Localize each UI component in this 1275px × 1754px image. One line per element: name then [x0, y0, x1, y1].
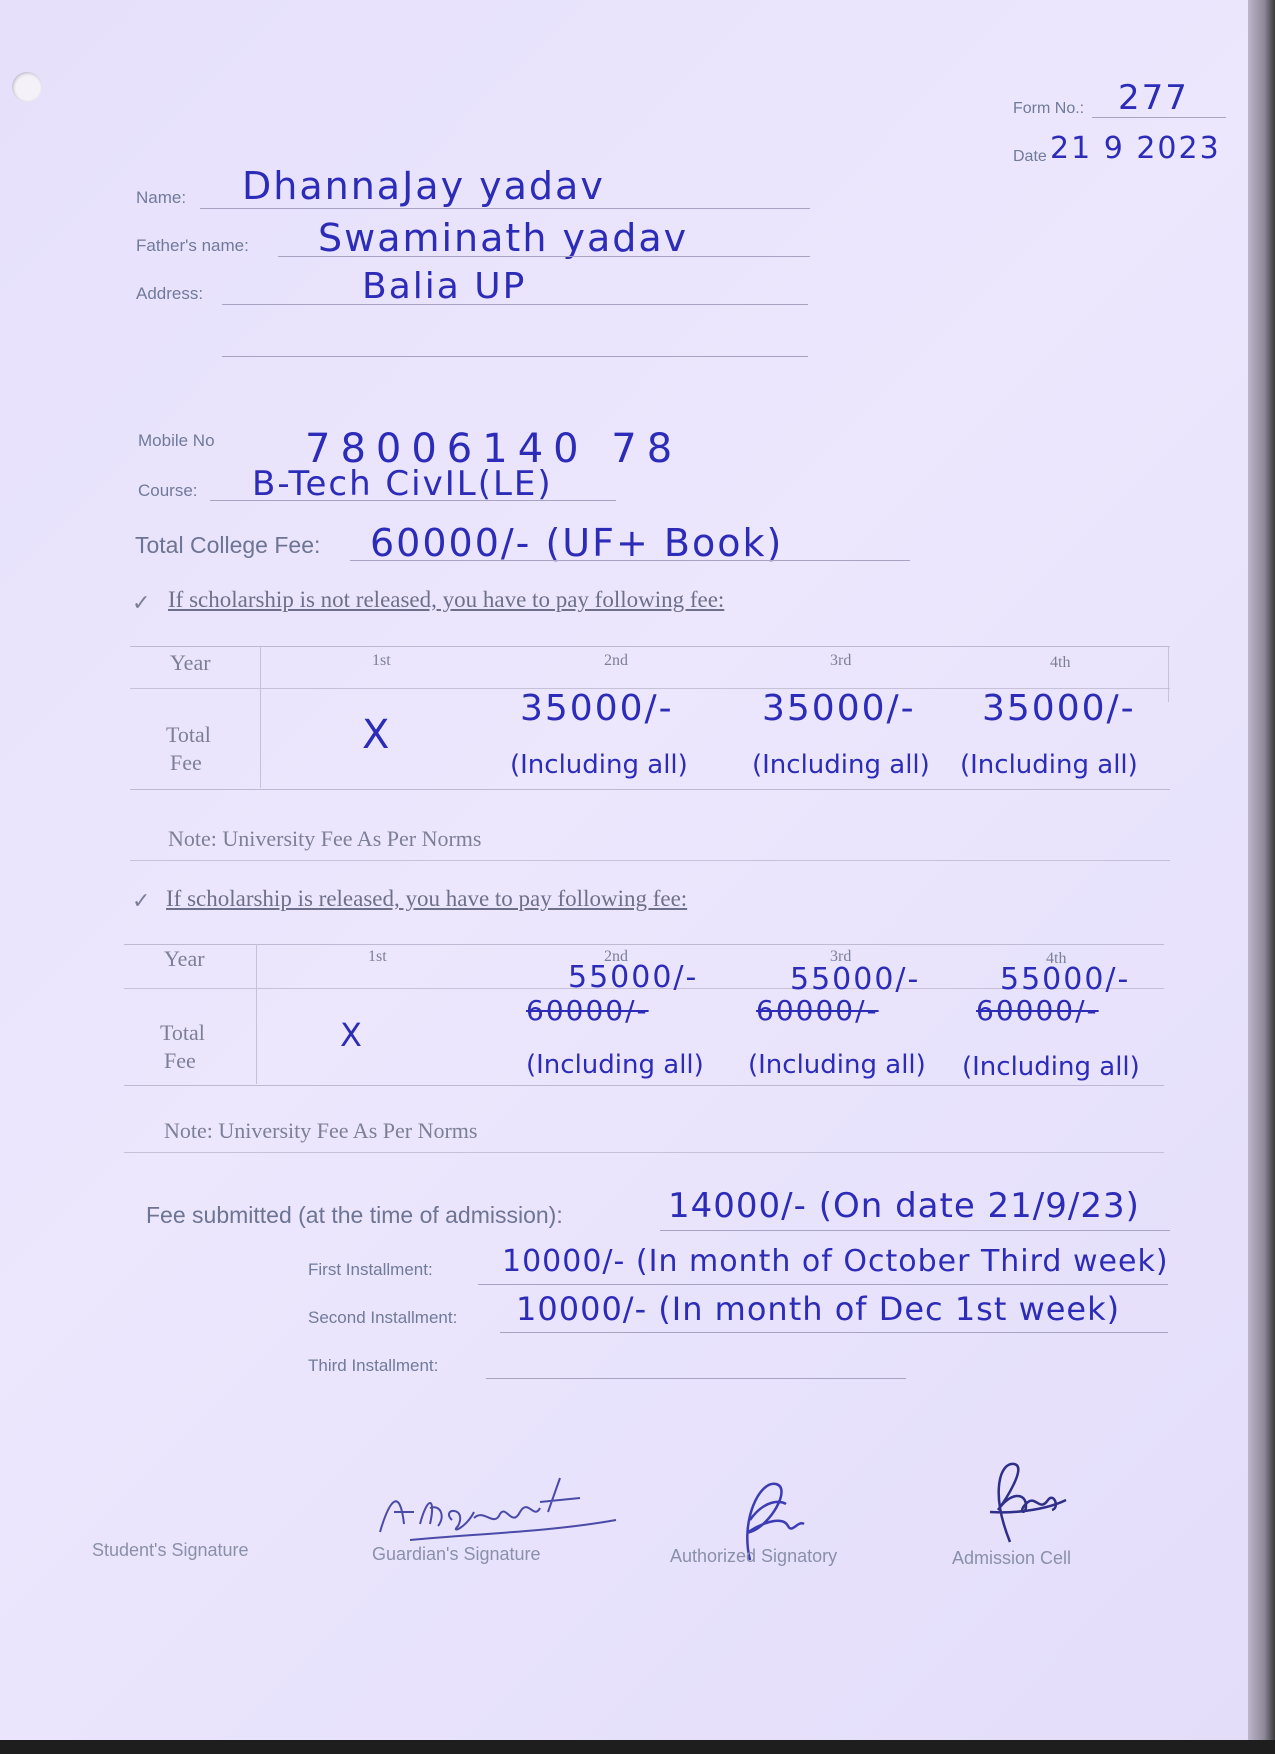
third-installment-line [486, 1378, 906, 1379]
year-label: Year [164, 946, 205, 971]
fee-submitted-label: Fee submitted (at the time of admission): [146, 1202, 563, 1228]
course-label: Course: [138, 481, 198, 500]
course-value: B-Tech CivIL(LE) [252, 464, 553, 504]
form-no-value: 277 [1118, 78, 1189, 118]
total-fee-value: 60000/- (UF+ Book) [370, 521, 784, 565]
including-year-2: (Including all) [510, 750, 688, 780]
struck-year-4: 60000/- [976, 994, 1099, 1027]
year-4: 4th [1050, 654, 1071, 671]
including-year-2: (Including all) [526, 1050, 704, 1080]
note-1-line [130, 860, 1170, 861]
address-value: Balia UP [362, 266, 527, 307]
admission-signature-scribble [970, 1452, 1070, 1552]
year-2: 2nd [604, 948, 628, 965]
amount-year-2: 55000/- [568, 960, 699, 995]
punch-hole [12, 72, 42, 102]
name-line [200, 208, 810, 209]
first-installment-line [478, 1284, 1168, 1285]
name-value: DhannaJay yadav [242, 164, 605, 208]
guardian-signature-scribble [370, 1468, 630, 1548]
year-label: Year [170, 650, 211, 675]
including-year-3: (Including all) [752, 750, 930, 780]
name-label: Name: [136, 188, 187, 207]
bullet-arrow-icon: ✓ [132, 888, 151, 913]
address-line-2 [222, 356, 808, 357]
released-heading: If scholarship is released, you have to pay following fee: [166, 886, 688, 911]
authorized-signatory-label: Authorized Signatory [670, 1546, 838, 1566]
second-installment-value: 10000/- (In month of Dec 1st week) [516, 1290, 1121, 1328]
bullet-arrow-icon: ✓ [132, 590, 151, 615]
date-value: 21 9 2023 [1050, 131, 1221, 166]
table-col-divider [1168, 646, 1169, 702]
scanner-bottom-edge [0, 1740, 1275, 1754]
mobile-value: 78006140 78 [305, 426, 683, 472]
father-line [278, 256, 810, 257]
father-label: Father's name: [136, 236, 249, 255]
total-label: Total [160, 1020, 205, 1045]
table-col-divider [260, 646, 261, 788]
amount-year-2: 35000/- [520, 688, 674, 729]
including-year-4: (Including all) [962, 1052, 1140, 1082]
year-4: 4th [1046, 950, 1067, 967]
first-installment-label: First Installment: [308, 1260, 433, 1279]
year-1: 1st [368, 948, 387, 965]
not-released-heading: If scholarship is not released, you have to pay following fee: [168, 587, 725, 612]
amount-year-4: 35000/- [982, 688, 1136, 729]
total-fee-label: Total College Fee: [135, 532, 321, 558]
note-1: Note: University Fee As Per Norms [168, 826, 482, 851]
first-installment-value: 10000/- (In month of October Third week) [502, 1244, 1169, 1279]
including-year-3: (Including all) [748, 1050, 926, 1080]
amount-year-4: 55000/- [1000, 962, 1131, 997]
scanner-edge [1248, 0, 1275, 1754]
address-label: Address: [136, 284, 204, 303]
father-value: Swaminath yadav [318, 216, 689, 260]
table-col-divider [256, 944, 257, 1084]
amount-year-3: 55000/- [790, 962, 921, 997]
struck-year-3: 60000/- [756, 994, 879, 1027]
admission-cell-label: Admission Cell [952, 1548, 1072, 1568]
struck-year-2: 60000/- [526, 994, 649, 1027]
total-fee-line [350, 560, 910, 561]
year-1: 1st [372, 652, 391, 669]
second-installment-line [500, 1332, 1168, 1333]
year-3: 3rd [830, 652, 852, 669]
fee-label: Fee [170, 750, 202, 775]
address-line-1 [222, 304, 808, 305]
note-2-line [124, 1152, 1164, 1153]
note-2: Note: University Fee As Per Norms [164, 1118, 478, 1143]
fee-label: Fee [164, 1048, 196, 1073]
date-label: Date [1013, 148, 1047, 165]
form-no-label: Form No.: [1013, 100, 1085, 117]
second-installment-label: Second Installment: [308, 1308, 458, 1327]
form-no-line [1092, 117, 1226, 118]
year-1-mark: X [362, 712, 392, 758]
third-installment-label: Third Installment: [308, 1356, 439, 1375]
year-3: 3rd [830, 948, 852, 965]
mobile-label: Mobile No [138, 431, 215, 450]
total-label: Total [166, 722, 211, 747]
guardian-signature-label: Guardian's Signature [372, 1544, 541, 1564]
amount-year-3: 35000/- [762, 688, 916, 729]
fee-submitted-line [660, 1230, 1170, 1231]
year-2: 2nd [604, 652, 628, 669]
student-signature-label: Student's Signature [92, 1540, 249, 1560]
fee-submitted-value: 14000/- (On date 21/9/23) [668, 1186, 1140, 1226]
course-line [210, 500, 616, 501]
year-1-mark: X [340, 1016, 364, 1054]
including-year-4: (Including all) [960, 750, 1138, 780]
